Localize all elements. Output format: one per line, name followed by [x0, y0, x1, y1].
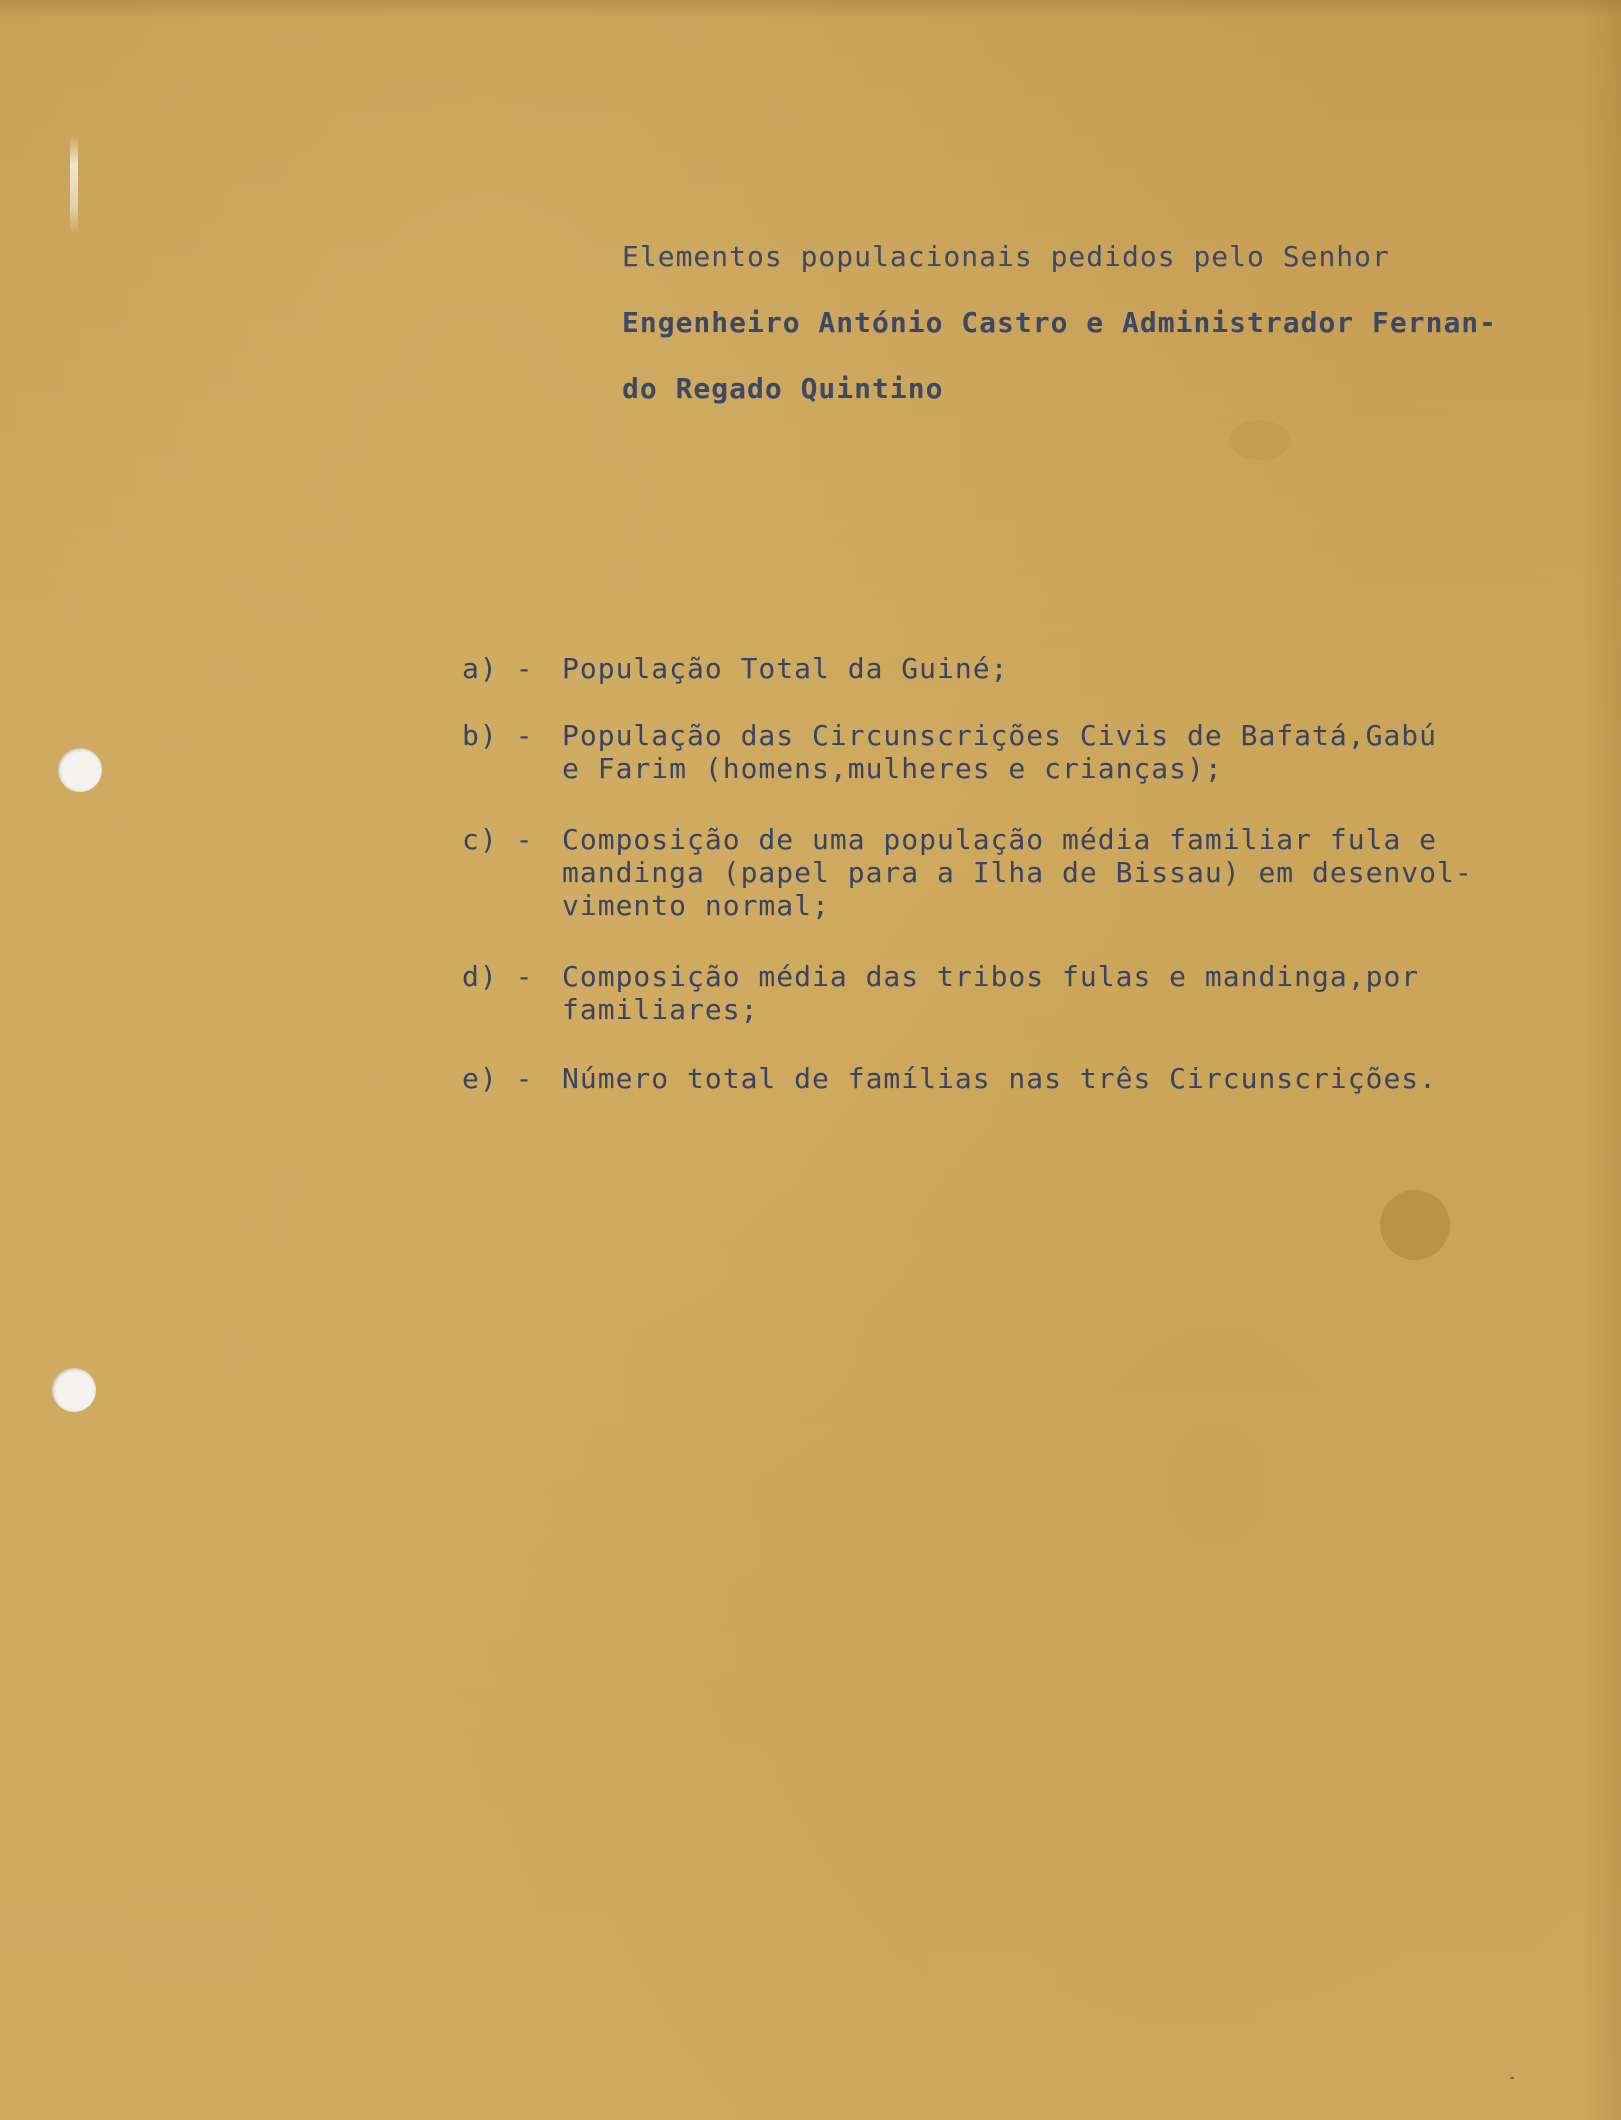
- item-marker: a) -: [462, 652, 534, 685]
- document-heading: [622, 224, 1602, 422]
- paper-stain: [1230, 420, 1290, 460]
- item-text: [562, 652, 1592, 685]
- list-item: [462, 823, 1592, 922]
- list-item: [462, 652, 1592, 685]
- item-text: [562, 719, 1592, 785]
- request-list: [462, 652, 1592, 1125]
- list-item: [462, 960, 1592, 1026]
- item-line: Composição média das tribos fulas e mandinga,por: [562, 960, 1420, 993]
- item-line: População Total da Guiné;: [562, 652, 1009, 685]
- item-line: familiares;: [562, 993, 759, 1026]
- corner-mark: -: [1508, 2070, 1517, 2086]
- item-line: População das Circunscrições Civis de Bafatá,Gabú: [562, 719, 1438, 752]
- item-line: Número total de famílias nas três Circunscrições.: [562, 1062, 1438, 1095]
- item-line: Composição de uma população média familiar fula e: [562, 823, 1438, 856]
- item-marker: c) -: [462, 823, 534, 856]
- item-marker: d) -: [462, 960, 534, 993]
- item-marker: e) -: [462, 1062, 534, 1095]
- punch-hole: [58, 748, 102, 792]
- paper-stain: [1380, 1190, 1450, 1260]
- punch-hole: [52, 1368, 96, 1412]
- list-item: [462, 1062, 1592, 1095]
- item-line: vimento normal;: [562, 889, 830, 922]
- heading-line: Elementos populacionais pedidos pelo Senhor: [622, 240, 1390, 273]
- item-text: [562, 960, 1592, 1026]
- item-text: [562, 1062, 1592, 1095]
- list-item: [462, 719, 1592, 785]
- page-top-shadow: [0, 0, 1621, 18]
- heading-line: Engenheiro António Castro e Administrador Fernan-: [622, 306, 1498, 339]
- item-line: e Farim (homens,mulheres e crianças);: [562, 752, 1223, 785]
- item-marker: b) -: [462, 719, 534, 752]
- staple-mark: [70, 135, 78, 235]
- item-text: [562, 823, 1592, 922]
- heading-line: do Regado Quintino: [622, 372, 944, 405]
- item-line: mandinga (papel para a Ilha de Bissau) em desenvol-: [562, 856, 1473, 889]
